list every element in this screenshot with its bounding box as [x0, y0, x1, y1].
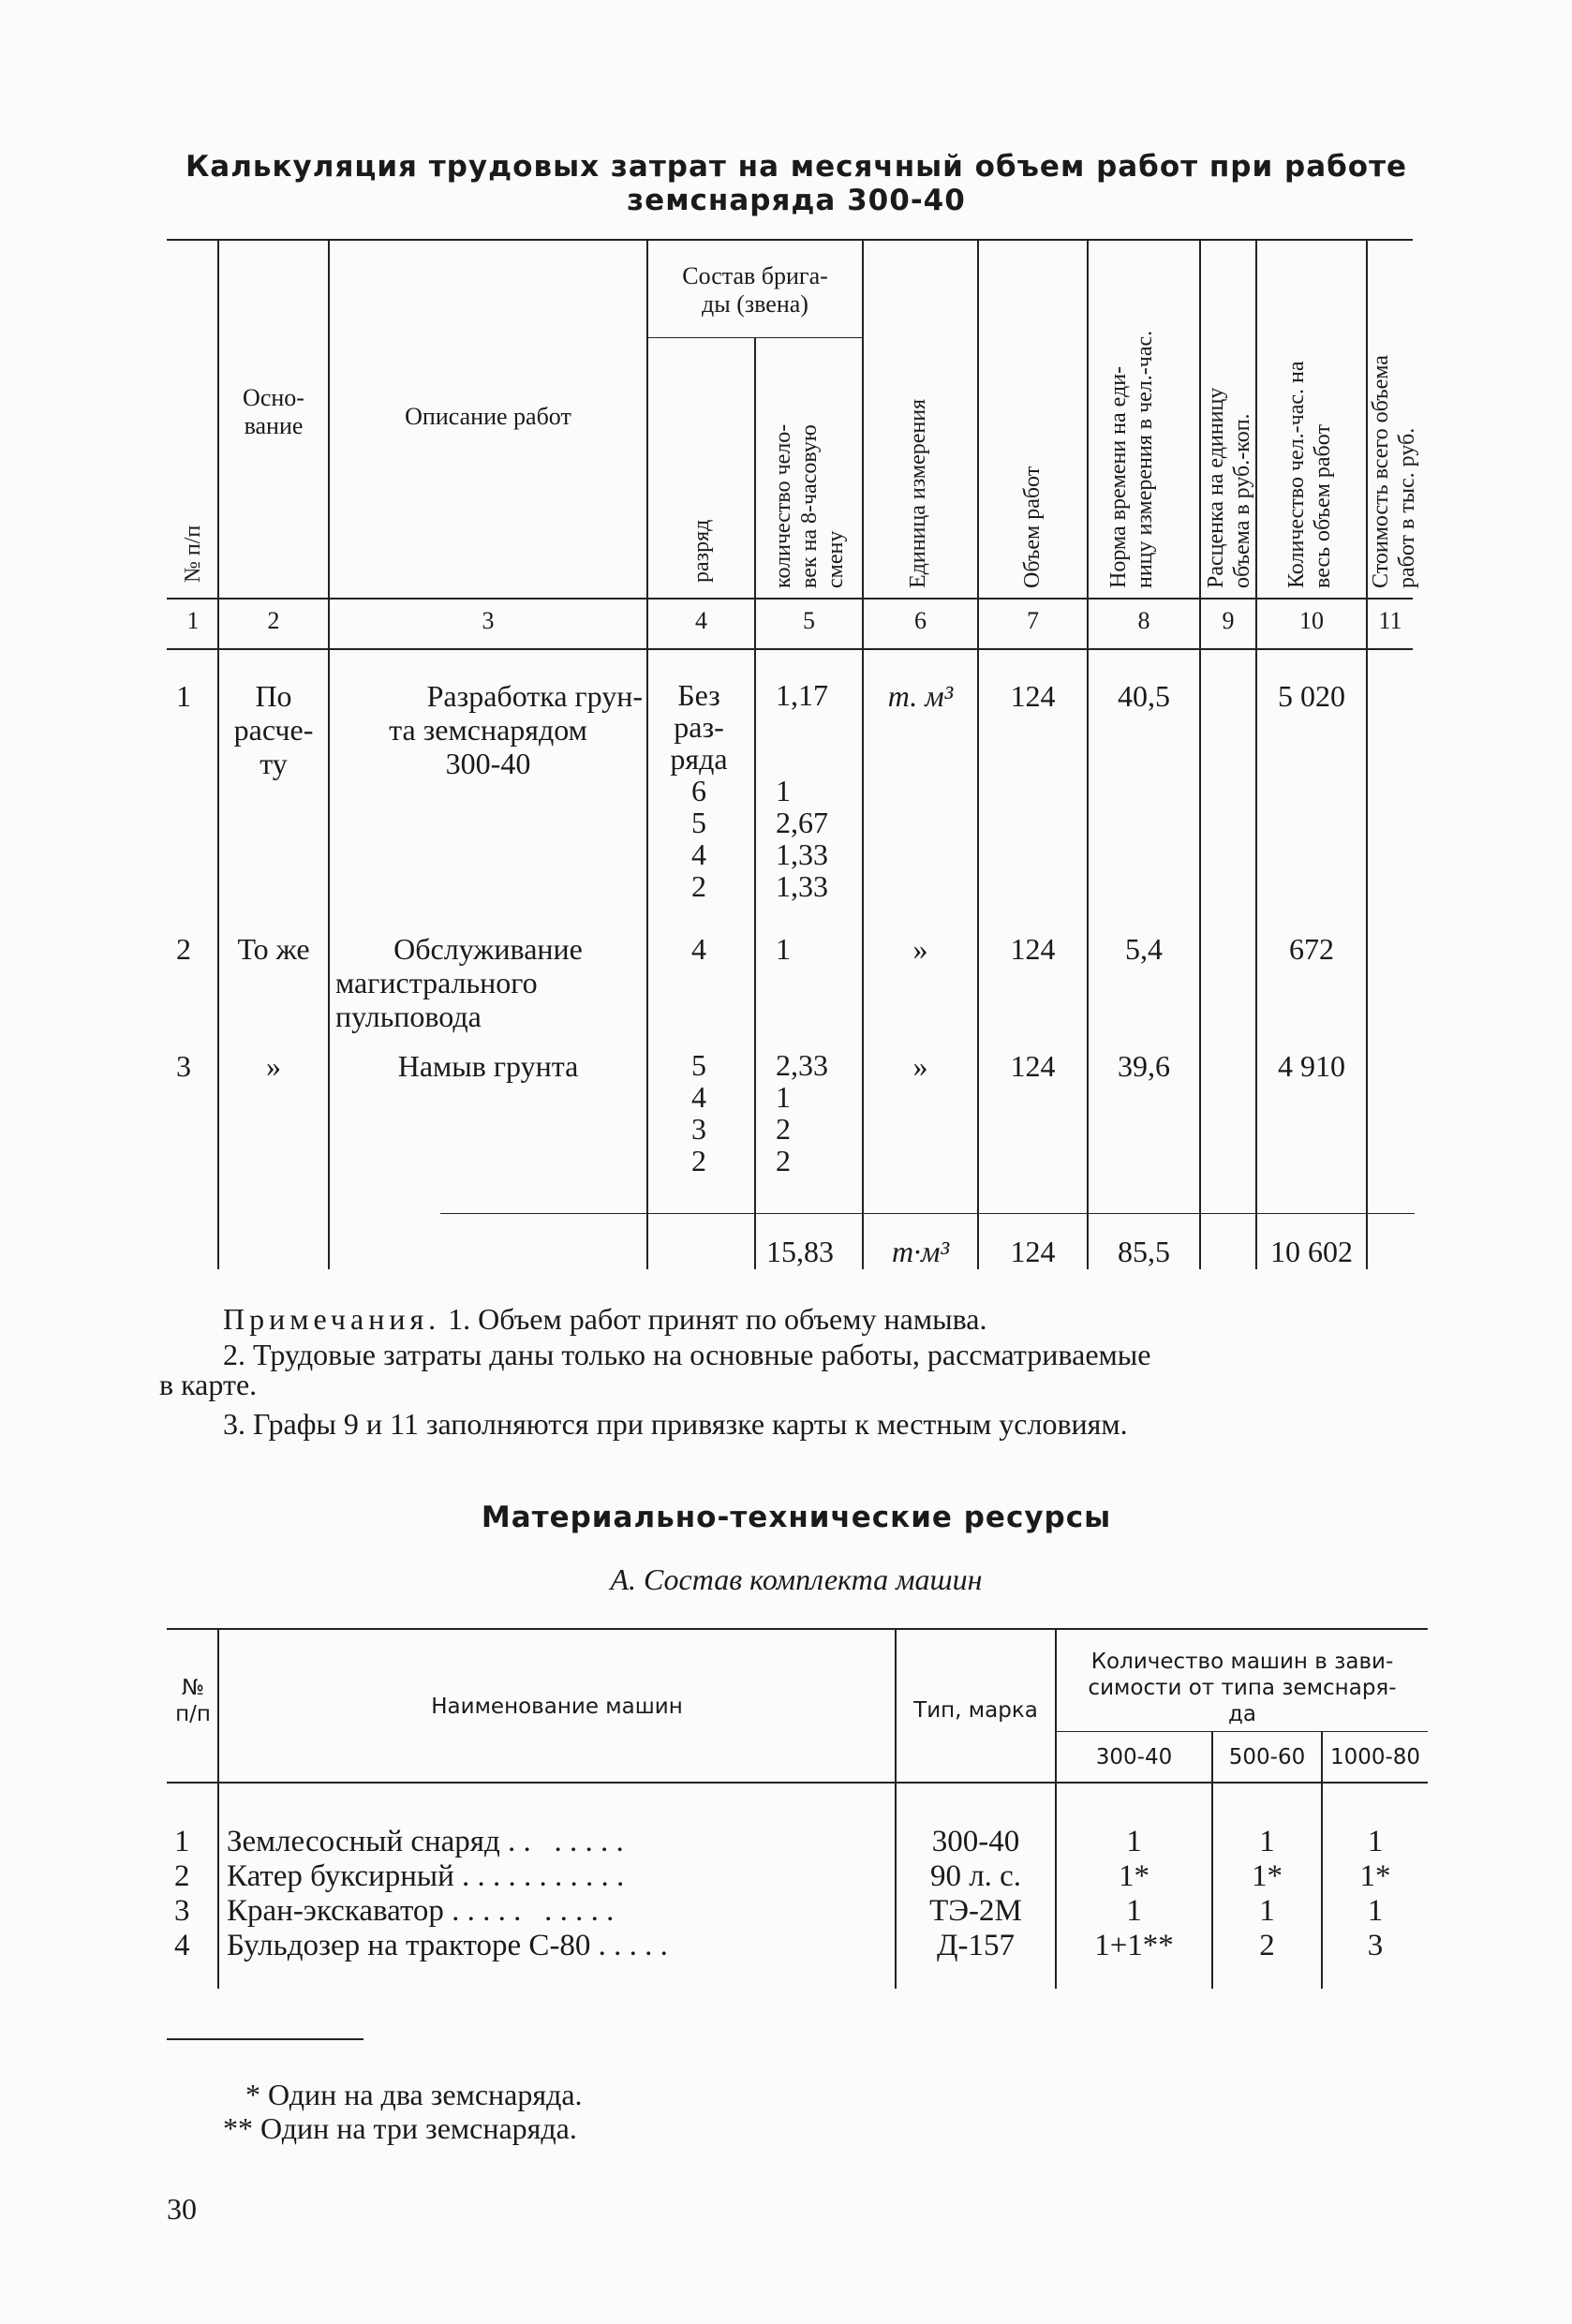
notes-prefix: Примечания. [223, 1302, 441, 1336]
row-basis: То же [237, 932, 310, 966]
m-header-qty [1057, 1649, 1428, 1727]
header-cost-line2: работ в тыс. руб. [1395, 427, 1419, 588]
row-description-line: магистрального [335, 966, 538, 999]
row-basis: » [266, 1049, 281, 1083]
header-rate [1203, 388, 1255, 588]
row-people-value: 1,17 [776, 678, 828, 712]
header-cost-line1: Стоимость всего объема [1369, 355, 1393, 588]
row-grade: ряда [670, 742, 728, 776]
colnum-9: 9 [1222, 607, 1235, 634]
row-people [776, 1049, 860, 1177]
total-norm: 85,5 [1118, 1235, 1170, 1268]
m-row-type: 300-40 [931, 1825, 1020, 1858]
row-people-value: 1,33 [776, 837, 828, 871]
colnum-7: 7 [1027, 607, 1039, 634]
m-row-type: Д-157 [937, 1929, 1015, 1962]
header-bottom-rule [167, 598, 1413, 600]
header-crew [648, 262, 862, 318]
row-basis-line: расче- [233, 713, 314, 747]
row-people-value: 1,33 [776, 869, 828, 903]
m-row-num: 4 [174, 1929, 190, 1962]
header-num: № п/п [181, 525, 205, 583]
header-total-hours-line2: весь объем работ [1311, 424, 1335, 588]
col-divider-7 [1087, 239, 1089, 1269]
header-rate-line1: Расценка на единицу [1204, 387, 1228, 588]
row-description [330, 679, 646, 780]
row-num: 3 [176, 1049, 191, 1083]
row-description [330, 932, 646, 1033]
colnum-11: 11 [1378, 607, 1402, 634]
footnote-rule [167, 2038, 363, 2040]
row-grade: 2 [691, 1144, 706, 1177]
header-total-hours [1283, 361, 1336, 588]
note-1 [223, 1302, 986, 1336]
row-basis [219, 679, 328, 780]
row-grade: 4 [691, 837, 706, 871]
m-row-q1: 1+1** [1094, 1929, 1174, 1962]
row-description-line: пульповода [335, 999, 482, 1033]
m-row-q3: 1 [1367, 1894, 1384, 1928]
row-hours: 4 910 [1278, 1049, 1345, 1083]
colnum-5: 5 [803, 607, 815, 634]
col-divider-5 [862, 239, 864, 1269]
m-header-qty-line2: симости от типа земснаря- [1088, 1676, 1397, 1700]
m-row-num: 1 [174, 1825, 190, 1858]
m-row-q2: 2 [1259, 1929, 1275, 1962]
row-description: Намыв грунта [397, 1049, 579, 1083]
m-header-num-line1: № [182, 1676, 204, 1700]
m-row-type: ТЭ-2М [929, 1894, 1022, 1928]
row-people: 1 [776, 932, 791, 966]
row-people-value: 2 [776, 1112, 791, 1146]
header-people-line3: смену [823, 530, 848, 588]
note-2-line2: в карте. [159, 1368, 258, 1401]
row-grade: 5 [691, 1048, 706, 1082]
note-2-line1: 2. Трудовые затраты даны только на основные работы, рассматриваемые [223, 1338, 1151, 1371]
m-row-name: Кран-экскаватор . . . . . . . . . . [227, 1894, 615, 1928]
row-grade: 2 [691, 869, 706, 903]
row-people-value: 1 [776, 774, 791, 807]
m-row-q2: 1 [1259, 1825, 1275, 1858]
colnum-bottom-rule [167, 648, 1413, 650]
resources-subheading: А. Состав комплекта машин [610, 1562, 983, 1596]
row-norm: 40,5 [1118, 679, 1170, 713]
footnote-2: ** Один на три земснаряда. [223, 2111, 577, 2145]
row-grades [654, 1049, 744, 1177]
row-hours: 5 020 [1278, 679, 1345, 713]
m-header-num [169, 1675, 217, 1727]
row-description-line: та земснарядом [389, 713, 587, 747]
row-people-spacer [776, 711, 860, 743]
colnum-2: 2 [267, 607, 280, 634]
m-header-type: Тип, марка [913, 1698, 1038, 1723]
header-cost [1368, 355, 1420, 588]
row-people-value: 1 [776, 1080, 791, 1114]
row-grade: 4 [691, 1080, 706, 1114]
header-description: Описание работ [405, 403, 571, 430]
colnum-6: 6 [914, 607, 927, 634]
table-top-rule [167, 239, 1413, 241]
m-row-num: 3 [174, 1894, 190, 1928]
m-row-q1: 1* [1119, 1859, 1149, 1893]
row-basis-line: По [255, 679, 292, 713]
row-grade: 3 [691, 1112, 706, 1146]
row-norm: 39,6 [1118, 1049, 1170, 1083]
m-row-q3: 1 [1367, 1825, 1384, 1858]
m-header-name: Наименование машин [431, 1695, 683, 1719]
row-volume: 124 [1010, 679, 1056, 713]
header-people [770, 424, 849, 588]
header-norm-line2: ницу измерения в чел.-час. [1133, 330, 1157, 588]
col-divider-6 [977, 239, 979, 1269]
row-num: 2 [176, 932, 191, 966]
resources-heading: Материально-технические ресурсы [481, 1501, 1112, 1534]
page-number: 30 [167, 2192, 197, 2226]
header-basis-line2: вание [244, 412, 304, 439]
row-people-value: 2,67 [776, 806, 828, 839]
header-crew-line2: ды (звена) [702, 290, 808, 318]
col-divider-4 [754, 337, 756, 1269]
m-header-qty-line1: Количество машин в зави- [1090, 1650, 1394, 1674]
m-row-q3: 1* [1359, 1859, 1391, 1893]
header-basis [219, 384, 328, 440]
row-people [776, 679, 860, 902]
header-unit: Единица измерения [906, 398, 930, 588]
header-norm [1105, 331, 1158, 588]
m-row-name: Бульдозер на тракторе С-80 . . . . . [227, 1929, 668, 1962]
row-description-line: 300-40 [445, 747, 531, 780]
page-title-line1: Калькуляция трудовых затрат на месячный объем работ при работе [185, 150, 1408, 184]
m-header-num-line2: п/п [175, 1702, 211, 1726]
header-people-line1: количество чело- [771, 423, 795, 588]
colnum-4: 4 [695, 607, 707, 634]
row-people-value: 2,33 [776, 1048, 828, 1082]
row-unit: » [912, 932, 928, 966]
total-hours: 10 602 [1270, 1235, 1353, 1268]
row-basis-line: ту [260, 747, 288, 780]
row-description-line: Обслуживание [393, 932, 583, 966]
m-row-q2: 1 [1259, 1894, 1275, 1928]
header-grade: разряд [690, 519, 714, 583]
row-hours: 672 [1289, 932, 1334, 966]
colnum-3: 3 [482, 607, 495, 634]
row-grade: 5 [691, 806, 706, 839]
machines-top-rule [167, 1628, 1428, 1630]
row-volume: 124 [1010, 1049, 1056, 1083]
row-grades [654, 679, 744, 902]
header-crew-line1: Состав брига- [682, 262, 828, 289]
footnote-1: * Один на два земснаряда. [245, 2078, 583, 2111]
totals-rule [440, 1213, 1415, 1214]
m-row-q1: 1 [1126, 1894, 1142, 1928]
row-grade: 6 [691, 774, 706, 807]
m-row-name: Катер буксирный . . . . . . . . . . . [227, 1859, 625, 1893]
row-unit: » [912, 1049, 928, 1083]
m-header-dredge-1: 300-40 [1095, 1745, 1173, 1769]
m-header-dredge-2: 500-60 [1228, 1745, 1306, 1769]
col-divider-8 [1199, 239, 1201, 1269]
header-rate-line2: объема в руб.-коп. [1230, 413, 1254, 588]
header-people-line2: век на 8-часовую [797, 424, 822, 588]
note-1-text: 1. Объем работ принят по объему намыва. [448, 1302, 987, 1336]
row-grade: раз- [674, 710, 724, 744]
row-num: 1 [176, 679, 191, 713]
header-volume: Объем работ [1020, 466, 1045, 588]
row-norm: 5,4 [1125, 932, 1163, 966]
row-people-value: 2 [776, 1144, 791, 1177]
m-col-divider-1 [217, 1628, 219, 1989]
m-row-q2: 1* [1252, 1859, 1283, 1893]
colnum-1: 1 [186, 607, 200, 634]
colnum-8: 8 [1137, 607, 1150, 634]
m-header-qty-line3: да [1228, 1702, 1256, 1726]
total-unit: т·м³ [891, 1235, 950, 1268]
row-grades: 4 [691, 932, 706, 966]
col-divider-9 [1255, 239, 1257, 1269]
header-norm-line1: Норма времени на еди- [1106, 365, 1131, 588]
row-people-spacer [776, 743, 860, 775]
header-total-hours-line1: Количество чел.-час. на [1284, 361, 1309, 588]
m-row-q1: 1 [1126, 1825, 1142, 1858]
row-unit: т. м³ [887, 679, 954, 713]
header-basis-line1: Осно- [243, 384, 304, 411]
total-people: 15,83 [766, 1235, 834, 1268]
m-row-q3: 3 [1367, 1929, 1384, 1962]
m-header-dredge-3: 1000-80 [1329, 1745, 1421, 1769]
m-row-name: Землесосный снаряд . . . . . . . [227, 1825, 624, 1858]
col-divider-3 [646, 239, 648, 1269]
colnum-10: 10 [1299, 607, 1324, 634]
m-row-type: 90 л. с. [929, 1859, 1022, 1893]
m-row-num: 2 [174, 1859, 190, 1893]
row-grade: Без [677, 678, 720, 712]
machines-sub-rule [1055, 1731, 1428, 1732]
machines-header-rule [167, 1782, 1428, 1784]
note-3: 3. Графы 9 и 11 заполняются при привязке карты к местным условиям. [223, 1407, 1128, 1441]
row-volume: 124 [1010, 932, 1056, 966]
total-volume: 124 [1010, 1235, 1056, 1268]
row-description-line: Разработка грун- [426, 679, 643, 713]
page-title-line2: земснаряда 300-40 [627, 184, 966, 217]
